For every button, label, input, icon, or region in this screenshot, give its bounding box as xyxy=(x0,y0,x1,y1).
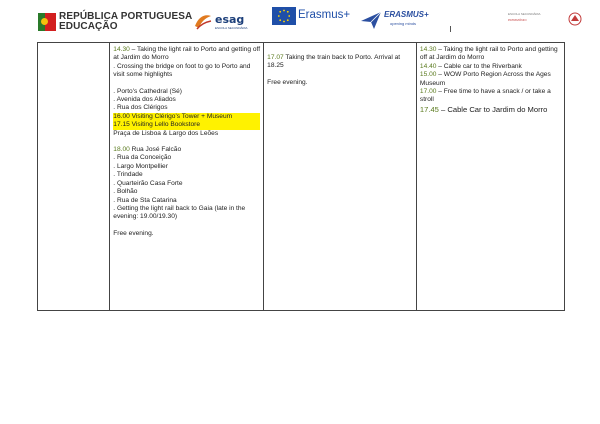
spacer xyxy=(267,71,413,79)
schedule-item xyxy=(113,104,260,112)
erasmus-opening-minds-title: ERASMUS+ xyxy=(384,10,429,19)
schedule-item xyxy=(113,63,260,80)
schedule-cell-day1 xyxy=(110,43,264,311)
schedule-text: 16.00 Visiting Clérigo's Tower + Museum xyxy=(113,112,233,120)
schedule-item xyxy=(267,79,413,87)
spacer xyxy=(267,46,413,54)
highlighted-schedule-item xyxy=(113,121,260,129)
table-row xyxy=(38,43,565,311)
schedule-text: – Cable Car to Jardim do Morro xyxy=(438,104,548,114)
schedule-text: . Crossing the bridge on foot to go to Porto and visit some highlights xyxy=(113,62,251,79)
schedule-time: 14.40 xyxy=(419,62,437,70)
schedule-item xyxy=(420,71,561,88)
schedule-text: – Free time to have a snack / or take a stroll xyxy=(419,88,551,104)
schedule-item xyxy=(113,188,260,196)
schedule-item xyxy=(267,54,413,71)
schedule-text: . Quarteirão Casa Forte xyxy=(113,179,183,187)
schedule-text: Taking the train back to Porto. Arrival at 18.25 xyxy=(267,54,401,70)
portugal-flag-icon xyxy=(38,13,56,31)
partner-logo-line1: ESCOLA SECUNDÁRIA xyxy=(508,12,541,16)
schedule-text: . Rua de Sta Catarina xyxy=(113,196,177,204)
schedule-item xyxy=(113,130,260,138)
eu-flag-icon xyxy=(272,7,296,25)
schedule-text: . Rua dos Clérigos xyxy=(113,104,168,112)
schedule-item xyxy=(113,180,260,188)
schedule-time: 14.30 xyxy=(113,46,130,53)
schedule-text: – Taking the light rail to Porto and getting off at Jardim do Morro xyxy=(113,46,261,62)
erasmus-opening-minds-subtitle: opening minds xyxy=(390,21,417,26)
esag-swoosh-icon xyxy=(193,12,213,32)
erasmus-plus-text: Erasmus+ xyxy=(298,9,351,21)
spacer xyxy=(113,138,260,146)
schedule-time: 14.30 xyxy=(419,46,437,53)
esag-logo xyxy=(193,10,253,36)
erasmus-plus-logo xyxy=(272,7,350,27)
schedule-text: – Taking the light rail to Porto and getting off at Jardim do Morro xyxy=(419,46,558,62)
schedule-time: 17.45 xyxy=(419,104,439,114)
schedule-text: . Bolhão xyxy=(113,188,138,196)
schedule-text: . Largo Montpellier xyxy=(113,162,168,170)
schedule-text: Free evening. xyxy=(267,78,308,86)
schedule-text: 17.15 Visiting Lello Bookstore xyxy=(113,121,201,129)
schedule-cell-day3 xyxy=(416,43,564,311)
schedule-item xyxy=(420,63,561,71)
schedule-item xyxy=(420,46,561,63)
schedule-text: Rua José Falcão xyxy=(129,146,182,154)
schedule-text: . Porto's Cathedral (Sé) xyxy=(113,87,182,95)
schedule-item xyxy=(113,154,260,162)
schedule-text: . Getting the light rail back to Gaia (late in the evening: 19.00/19.30) xyxy=(113,204,246,221)
esag-logo-text: esag xyxy=(215,13,245,26)
partner-school-logo xyxy=(508,12,588,28)
schedule-time: 17.00 xyxy=(419,88,437,96)
schedule-item xyxy=(113,46,260,63)
schedule-item xyxy=(113,205,260,222)
schedule-item xyxy=(113,96,260,104)
schedule-item xyxy=(113,88,260,96)
republica-portuguesa-logo xyxy=(38,11,193,34)
schedule-item xyxy=(113,171,260,179)
spacer xyxy=(113,80,260,88)
paper-plane-icon xyxy=(360,9,382,31)
rp-logo-line2: EDUCAÇÃO xyxy=(59,21,118,32)
schedule-time: 18.00 xyxy=(113,146,130,154)
schedule-text: – WOW Porto Region Across the Ages Museum xyxy=(419,71,551,87)
esag-logo-subtext: ESCOLA SECUNDÁRIA xyxy=(215,26,248,30)
partner-logo-line2: PATRIMÓNIO xyxy=(508,18,527,22)
schedule-text: . Rua da Conceição xyxy=(113,154,172,162)
schedule-item xyxy=(113,163,260,171)
schedule-cell-day2 xyxy=(264,43,417,311)
highlighted-schedule-item xyxy=(113,113,260,121)
schedule-text: . Trindade xyxy=(113,171,143,179)
erasmus-opening-minds-logo xyxy=(360,6,430,36)
schedule-item xyxy=(113,146,260,154)
page-header xyxy=(0,0,600,40)
partner-emblem-icon xyxy=(568,12,582,26)
day-cell xyxy=(38,43,110,311)
rp-logo-line1: REPÚBLICA PORTUGUESA xyxy=(59,11,193,22)
schedule-item xyxy=(420,105,561,115)
schedule-text: – Cable car to the Riverbank xyxy=(436,62,522,70)
schedule-text: Free evening. xyxy=(113,229,154,237)
schedule-text: Praça de Lisboa & Largo dos Leões xyxy=(113,129,219,137)
schedule-item xyxy=(113,197,260,205)
schedule-time: 17.07 xyxy=(267,54,284,61)
schedule-item xyxy=(113,230,260,238)
schedule-table xyxy=(37,42,565,311)
schedule-text: . Avenida dos Aliados xyxy=(113,96,176,104)
spacer xyxy=(113,222,260,230)
header-divider xyxy=(450,26,451,32)
schedule-item xyxy=(420,88,561,105)
schedule-time: 15.00 xyxy=(419,71,437,79)
